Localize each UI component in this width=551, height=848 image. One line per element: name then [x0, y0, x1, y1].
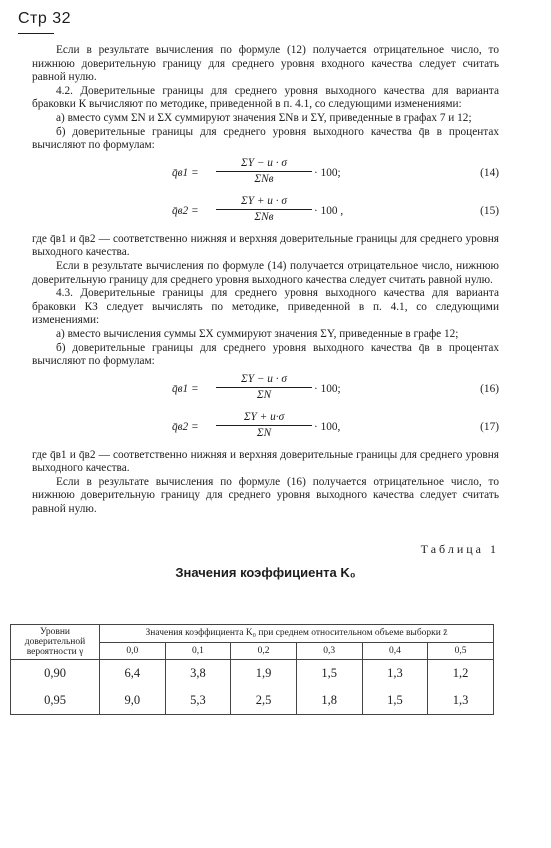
- paragraph: Если в результате вычисления по формуле (12) получается отрицательное число, то нижнюю доверительную границу для среднего уровня входного качества следует считать равной нулю.: [32, 44, 499, 84]
- table-cell: 1,8: [296, 687, 362, 715]
- equation-14: [32, 157, 499, 191]
- table-row: [11, 660, 494, 688]
- equation-tail: · 100;: [314, 382, 341, 395]
- table-cell: 9,0: [100, 687, 166, 715]
- table-label: Таблица 1: [420, 541, 499, 556]
- equation-15: [32, 195, 499, 229]
- coefficient-table: [10, 624, 494, 715]
- equation-fraction: [216, 157, 312, 187]
- table-cell: 1,2: [428, 660, 494, 688]
- header-rule: [18, 33, 54, 34]
- equation-tail: · 100;: [314, 166, 341, 179]
- paragraph: 4.3. Доверительные границы для среднего уровня выходного качества для варианта браковки КЗ следует вычислять по методике, приведенной в п. 4.1, со следующими изменениями:: [32, 287, 499, 327]
- equation-numerator: ΣY + u·σ: [216, 411, 312, 427]
- equation-fraction: [216, 411, 312, 441]
- equation-lhs: q̄в2 =: [172, 204, 199, 217]
- table-cell: 0,90: [11, 660, 100, 688]
- paragraph: где q̄в1 и q̄в2 — соответственно нижняя и верхняя доверительные границы для среднего уровня выходного качества.: [32, 448, 499, 475]
- equation-lhs: q̄в2 =: [172, 420, 199, 433]
- equation-lhs: q̄в1 =: [172, 382, 199, 395]
- paragraph: где q̄в1 и q̄в2 — соответственно нижняя и верхняя доверительные границы для среднего уровня выходного качества.: [32, 232, 499, 259]
- column-header: 0,3: [296, 642, 362, 660]
- table-cell: 1,3: [428, 687, 494, 715]
- paragraph: Если в результате вычисления по формуле (16) получается отрицательное число, то нижнюю доверительную границу для среднего уровня выходного качества следует считать равной нулю.: [32, 475, 499, 516]
- equation-number: (17): [480, 420, 499, 433]
- page-header: Стр 32: [18, 10, 72, 27]
- equation-tail: · 100 ,: [314, 204, 344, 217]
- table-cell: 0,95: [11, 687, 100, 715]
- paragraph: 4.2. Доверительные границы для среднего уровня выходного качества для варианта браковки К вычисляют по методике, приведенной в п. 4.1, со следующими изменениями:: [32, 84, 499, 111]
- table-row: [11, 687, 494, 715]
- equation-number: (14): [480, 166, 499, 179]
- paragraph: а) вместо вычисления суммы ΣX суммируют значения ΣY, приведенные в графе 12;: [56, 327, 459, 340]
- table-cell: 1,5: [296, 660, 362, 688]
- equation-denominator: ΣNв: [254, 211, 274, 224]
- equation-denominator: ΣN: [256, 389, 272, 402]
- equation-lhs: q̄в1 =: [172, 166, 199, 179]
- column-header: 0,0: [100, 642, 166, 660]
- table-cell: 3,8: [165, 660, 231, 688]
- table-cell: 1,9: [231, 660, 297, 688]
- table-title: Значения коэффициента K₀: [175, 565, 356, 581]
- paragraph: б) доверительные границы для среднего уровня выходного качества q̄в в процентах вычисляют по формулам:: [32, 125, 499, 152]
- equation-17: [32, 411, 499, 445]
- equation-denominator: ΣNв: [254, 173, 274, 186]
- paragraph: а) вместо сумм ΣN и ΣX суммируют значения ΣNв и ΣY, приведенные в графах 7 и 12;: [56, 111, 472, 124]
- equation-numerator: ΣY + u · σ: [216, 195, 312, 211]
- equation-numerator: ΣY − u · σ: [216, 373, 312, 389]
- table-cell: 6,4: [100, 660, 166, 688]
- table-cell: 2,5: [231, 687, 297, 715]
- equation-fraction: [216, 195, 312, 225]
- paragraph: б) доверительные границы для среднего уровня выходного качества q̄в в процентах вычисляют по формулам:: [32, 341, 499, 368]
- column-header: 0,2: [231, 642, 297, 660]
- table-group-header: Значения коэффициента K₀ при среднем относительном объеме выборки z̄: [100, 625, 494, 643]
- equation-16: [32, 373, 499, 407]
- table-row-header: Уровни доверительной вероятности γ: [11, 625, 100, 660]
- page-body: [32, 44, 499, 590]
- table-cell: 5,3: [165, 687, 231, 715]
- column-header: 0,4: [362, 642, 428, 660]
- table-cell: 1,5: [362, 687, 428, 715]
- table-cell: 1,3: [362, 660, 428, 688]
- column-header: 0,5: [428, 642, 494, 660]
- equation-denominator: ΣN: [256, 427, 272, 440]
- equation-fraction: [216, 373, 312, 403]
- paragraph: Если в результате вычисления по формуле (14) получается отрицательное число, нижнюю доверительную границу для среднего уровня выходного качества следует считать равной нулю.: [32, 259, 499, 286]
- equation-number: (16): [480, 382, 499, 395]
- equation-tail: · 100,: [314, 420, 341, 433]
- column-header: 0,1: [165, 642, 231, 660]
- equation-numerator: ΣY − u · σ: [216, 157, 312, 173]
- equation-number: (15): [480, 204, 499, 217]
